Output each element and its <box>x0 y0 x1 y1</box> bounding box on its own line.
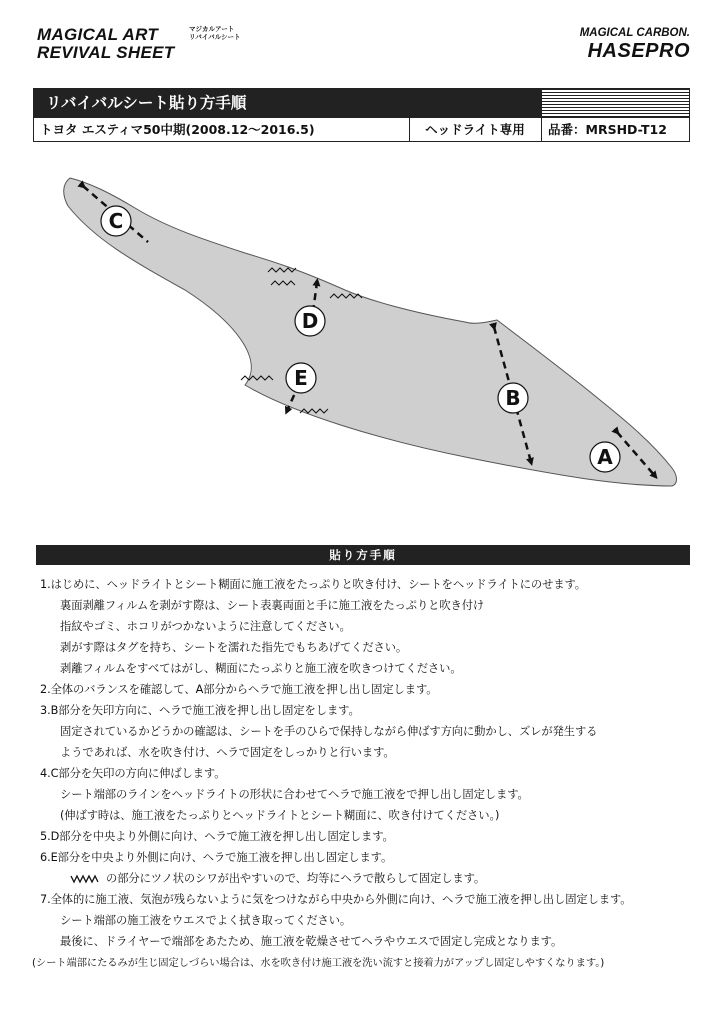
step-line: 剥がす際はタグを持ち、シートを濡れた指先でもちあげてください。 <box>60 641 408 654</box>
brand-left-jp <box>189 26 241 41</box>
title-bar <box>33 88 690 118</box>
label-a-group <box>590 442 620 472</box>
step-line-text: の部分にツノ状のシワが出やすいので、均等にヘラで散らして固定します。 <box>106 872 486 885</box>
brand-right-sub: MAGICAL CARBON. <box>579 27 690 39</box>
headlight-sheet-shape <box>64 178 677 486</box>
step-line: 指紋やゴミ、ホコリがつかないように注意してください。 <box>60 620 351 633</box>
step-line: 1.はじめに、ヘッドライトとシート糊面に施工液をたっぷりと吹き付け、シートをヘッドライトにのせます。 <box>40 578 586 591</box>
vehicle-model: トヨタ エスティマ50中期(2008.12〜2016.5) <box>40 122 315 137</box>
brand-logo-left <box>37 25 241 62</box>
step-line: 最後に、ドライヤーで端部をあたため、施工液を乾燥させてヘラやウエスで固定し完成となります。 <box>60 935 563 948</box>
brand-left-jp2: リバイバルシート <box>189 32 241 41</box>
info-row <box>33 118 690 142</box>
brand-logo-right <box>580 27 690 62</box>
step-line: 6.E部分を中央より外側に向け、ヘラで施工液を押し出し固定します。 <box>40 851 393 864</box>
step-note: (シート端部にたるみが生じ固定しづらい場合は、水を吹き付け施工液を洗い流すと接着力がアップし固定しやすくなります。) <box>32 957 605 969</box>
section-title: 貼り方手順 <box>36 545 690 565</box>
label-b-group <box>498 383 528 413</box>
step-line: 7.全体的に施工液、気泡が残らないように気をつけながら中央から外側に向け、ヘラで施工液を押し出し固定します。 <box>40 893 632 906</box>
wrinkle-symbol-icon <box>70 874 100 884</box>
info-divider <box>541 118 542 141</box>
step-line: 剥離フィルムをすべてはがし、糊面にたっぷりと施工液を吹きつけてください。 <box>60 662 462 675</box>
label-c-group <box>101 206 131 236</box>
brand-right-main: HASEPRO <box>587 40 690 62</box>
step-line-wrinkle <box>70 870 485 886</box>
part-number: 品番：MRSHD-T12 <box>548 122 667 137</box>
label-e-group <box>286 363 316 393</box>
step-line: (伸ばす時は、施工液をたっぷりとヘッドライトとシート糊面に、吹き付けてください。) <box>60 809 500 822</box>
step-line: シート端部の施工液をウエスでよく拭き取ってください。 <box>60 914 352 927</box>
label-c: C <box>108 209 124 233</box>
brand-left-jp1: マジカルアート <box>189 25 235 33</box>
headlight-diagram <box>0 150 723 540</box>
label-a: A <box>597 445 613 469</box>
step-line: 2.全体のバランスを確認して、A部分からヘラで施工液を押し出し固定します。 <box>40 683 438 696</box>
usage-label: ヘッドライト専用 <box>425 122 525 137</box>
step-line: ようであれば、水を吹き付け、ヘラで固定をしっかりと行います。 <box>60 746 395 759</box>
brand-left-line2: REVIVAL SHEET <box>37 43 175 62</box>
brand-left-line1: MAGICAL ART <box>37 25 159 44</box>
step-line: 4.C部分を矢印の方向に伸ばします。 <box>40 767 226 780</box>
label-e: E <box>294 366 308 390</box>
step-line: 5.D部分を中央より外側に向け、ヘラで施工液を押し出し固定します。 <box>40 830 394 843</box>
page-title: リバイバルシート貼り方手順 <box>34 89 542 117</box>
step-line: 裏面剥離フィルムを剥がす際は、シート表裏両面と手に施工液をたっぷりと吹き付け <box>60 599 485 612</box>
step-line: 3.B部分を矢印方向に、ヘラで施工液を押し出し固定をします。 <box>40 704 360 717</box>
label-d-group <box>295 306 325 336</box>
label-b: B <box>505 386 521 410</box>
label-d: D <box>301 309 319 333</box>
title-stripes <box>542 89 689 117</box>
info-divider <box>409 118 410 141</box>
step-line: 固定されているかどうかの確認は、シートを手のひらで保持しながら伸ばす方向に動かし、ズレが発生する <box>60 725 598 738</box>
step-line: シート端部のラインをヘッドライトの形状に合わせてヘラで施工液をで押し出し固定します。 <box>60 788 529 801</box>
